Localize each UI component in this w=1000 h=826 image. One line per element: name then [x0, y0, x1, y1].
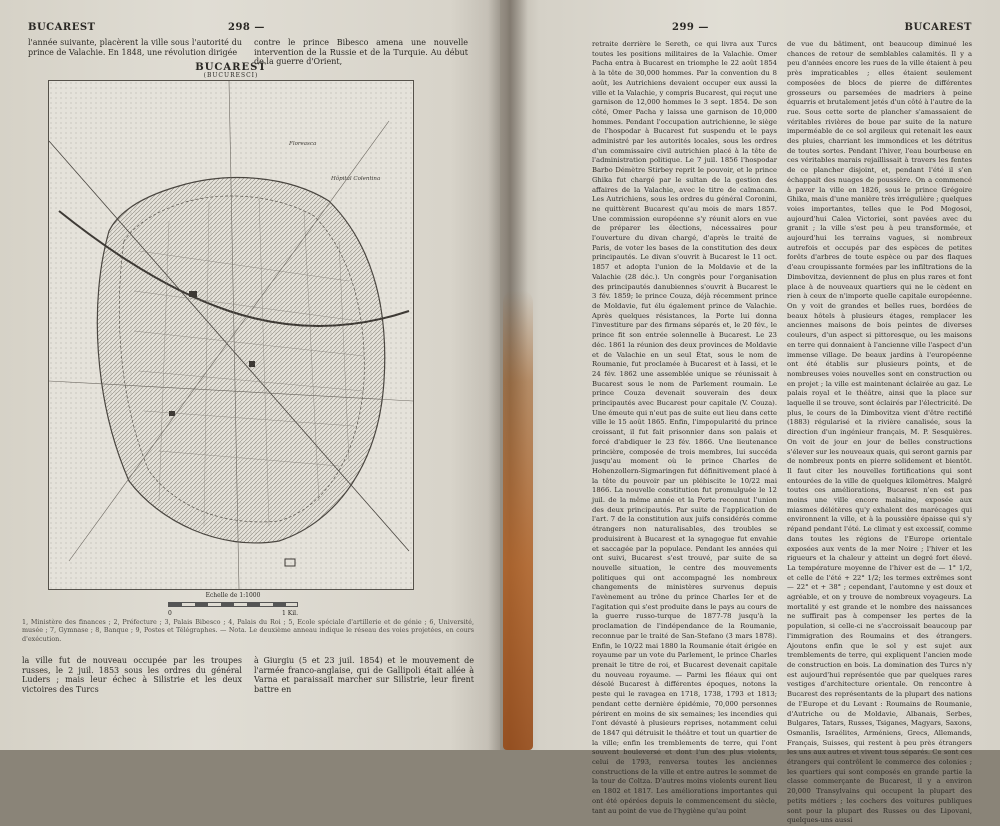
map-frame: [48, 80, 414, 590]
left-top-col-2-text: contre le prince Bibesco amena une nouvelle intervention de la Russie et de la Turquie. Au début de la guerre d'Orient,: [254, 38, 468, 67]
left-top-columns: [28, 38, 468, 67]
left-bottom-col-2-text: à Giurgiu (5 et 23 juil. 1854) et le mouvement de l'armée franco-anglaise, qui de Gallipoli était allée à Varna et paraissait marcher sur Silistrie, leur firent battre en: [254, 656, 474, 694]
landmark-marker: [169, 411, 175, 416]
map-title: BUCAREST: [195, 62, 267, 73]
left-page-number: 298 —: [228, 22, 265, 33]
map-label-colentina: Hôpital Colentina: [331, 176, 381, 182]
left-bottom-columns: [22, 656, 474, 694]
map-scale: [168, 592, 298, 617]
left-running-title: BUCAREST: [28, 22, 96, 33]
scale-tick: 1 Kil.: [282, 610, 298, 617]
map-subtitle: (BUCURESCI): [203, 72, 259, 79]
right-running-title: BUCAREST: [904, 22, 972, 33]
landmark-marker: [249, 361, 255, 367]
scale-label: Echelle de 1:1000: [205, 592, 261, 599]
scale-tick: 0: [168, 610, 172, 617]
right-columns: [592, 40, 973, 825]
map-drawing: [49, 81, 413, 589]
right-page: [500, 0, 1000, 825]
right-col-2: [787, 40, 973, 825]
scale-bar: [168, 602, 298, 607]
scale-ticks: [168, 610, 298, 617]
left-top-col-1-text: l'année suivante, placèrent la ville sous l'autorité du prince de Valachie. En 1848, une révolution dirigée: [28, 38, 242, 57]
map-legend: 1, Ministère des finances ; 2, Préfecture ; 3, Palais Bibesco ; 4, Palais du Roi ; 5, Ecole spéciale d'artillerie et de génie ; 6, Université, musée ; 7, Gymnase ; 8, Banque ; 9, Postes et Télégraphes. — Nota. Le deuxième anneau indique le réseau des voies projetées, en cours d'exécution.: [22, 618, 474, 643]
left-bottom-col-1-text: la ville fut de nouveau occupée par les troupes russes, le 2 juil. 1853 sous les ordres du général Luders ; mais leur échec à Silistrie et les deux victoires des Turcs: [22, 656, 242, 694]
city-map: [48, 62, 414, 617]
left-top-col-1: [28, 38, 242, 60]
left-page: [0, 0, 500, 750]
left-bottom-col-1: [22, 656, 242, 694]
left-top-col-2: [254, 38, 468, 67]
right-col-1: [592, 40, 777, 815]
right-col-2-text: de vue du bâtiment, ont beaucoup diminué les chances de retour de semblables calamités. Il y a peu d'années encore les rues de la ville étaient à peu près impraticables ; elles étaient seulement composées de blocs de pierre de différentes grosseurs ou parsemées de madriers à peine équarris et brutalement jetés d'un côté à l'autre de la rue. Sous cette sorte de plancher s'amassaient de véritables rivières de boue par suite de la nature imperméable de ce sol argileux qui retenait les eaux des pluies, charriant les immondices et les détritus de toutes sortes. Pendant l'hiver, l'eau bourbeuse en ces véritables marais rejaillissait à travers les fentes de ce plancher disjoint, et, pendant l'été il s'en échappait des nuages de poussière. On a commencé à paver la ville en 1826, sous le prince Grégoire Ghika, mais d'une manière très irrégulière ; quelques voies importantes, telles que le Pod Mogosoi, aujourd'hui Calea Victoriei, sont pavées avec du granit ; la ville s'est peu à peu transformée, et aujourd'hui les terrains vagues, si nombreux autrefois et occupés par des espèces de petites forêts d'arbres de toute espèce ou par des flaques d'eau croupissante formées par les infiltrations de la Dimbovitza, deviennent de plus en plus rares et font place à de nouveaux quartiers qui ne le cèdent en rien à ceux de n'importe quelle capitale européenne. On y voit de grandes et belles rues, bordées de beaux hôtels à plusieurs étages, remplacer les anciennes maisons de bois peintes de diverses couleurs, d'un aspect si pittoresque, ou les maisons en terre qui donnaient à l'ancienne ville l'aspect d'un immense village. De beaux jardins à l'européenne ont été établis sur plusieurs points, et de nombreuses voies nouvelles sont en construction ou en projet ; la ville est maintenant éclairée au gaz. Le palais royal et le théâtre, ainsi que la place sur laquelle il se trouve, sont éclairés par l'électricité. De plus, le cours de la Dimbovitza vient d'être rectifié (1883) régularisé et la rivière canalisée, sous la direction d'un ingénieur français, M. P. Sesquières. On voit de jour en jour de belles constructions s'élever sur les nouveaux quais, qui seront garnis par de nombreux ponts en pierre solidement et bientôt. Il faut citer les nouvelles fortifications qui sont entourées de la ville de quelques kilomètres. Malgré toutes ces améliorations, Bucarest n'en est pas moins une ville encore malsaine, exposée aux miasmes délétères qu'y exhalent des marécages qui environnent la ville, et à la poussière épaisse qui s'y répand pendant l'été. Le climat y est excessif, comme dans toutes les régions de l'Europe orientale exposées aux vents de la mer Noire ; l'hiver et les rigueurs et la chaleur y atteint un degré fort élevé. La température moyenne de l'hiver est de — 1° 1/2, et celle de l'été + 22° 1/2; les termes extrêmes sont — 22° et + 38° ; cependant, l'automne y est doux et agréable, et on y trouve de nombreux voyageurs. La mortalité y est grande et le nombre des naissances ne suffirait pas à compenser les pertes de la population, si celle-ci ne s'accroissait beaucoup par l'immigration des Roumains et des étrangers. Ajoutons enfin que le sol y est sujet aux tremblements de terre, qui expliquent l'ancien mode de construction en bois. La domination des Turcs n'y est aujourd'hui représentée que par quelques rares vestiges d'architecture orientale. On rencontre à Bucarest des représentants de la plupart des nations de l'Europe et du Levant : Roumains de Roumanie, d'Autriche ou de Moldavie, Albanais, Serbes, Bulgares, Tatars, Russes, Tsiganes, Magyars, Saxons, Osmanlis, Israélites, Arméniens, Grecs, Allemands, Français, Suisses, qui restent à peu près étrangers les uns aux autres et vivent tous séparés. Ce sont ces étrangers qui contrôlent le commerce des colonies ; les quartiers qui sont composés en grande partie la classe commerçante de Bucarest, il y a environ 20,000 Transylvains qui occupent la plupart des petits métiers ; les cochers des voitures publiques sont pour la plupart des Russes ou des Lipovani, quelques-uns aussi: [787, 40, 973, 825]
right-col-1-text: retraite derrière le Sereth, ce qui livra aux Turcs toutes les positions militaires de la Valachie. Omer Pacha entra à Bucarest en triomphe le 22 août 1854 à la tête de 30,000 hommes. Par la convention du 8 août, les Autrichiens devaient occuper eux aussi la ville et la Valachie, y compris Bucarest, qui reçut une garnison de 12,000 hommes le 3 sept. 1854. De son côté, Omer Pacha y laissa une garnison de 10,000 hommes. Pendant l'occupation autrichienne, le siège de l'hospodar à Bucarest fut suspendu et le pays administré par les autorités locales, sous les ordres d'un commissaire civil autrichien placé à la tête de l'administration politique. Le 7 juil. 1856 l'hospodar Barbo Démètre Stirbey reprit le pouvoir, et le prince Ghika fut chargé par le sultan de la gestion des affaires de la Valachie, avec le titre de caïmacam. Les Autrichiens, sous les ordres du général Coronini, ne quittèrent Bucarest qu'au mois de mars 1857. Une commission européenne s'y réunit alors en vue de préparer les élections, nécessaires pour l'ouverture du divan chargé, d'après le traité de Paris, de voter les bases de la constitution des deux principautés. Le divan s'ouvrit à Bucarest le 11 oct. 1857 et adopta l'union de la Moldavie et de la Valachie (28 déc.). Un congrès pour l'organisation des principautés danubiennes s'ouvrit à Bucarest le 3 fév. 1859; le prince Couza, déjà récemment prince de Moldavie, fut élu également prince de Valachie. Après quelques résistances, la Porte lui donna l'investiture par des firmans séparés et, le 20 fév., le prince fit son entrée solennelle à Bucarest. Le 23 déc. 1861 la réunion des deux provinces de Moldavie et de Valachie en un seul État, sous le nom de Roumanie, fut proclamée à Bucarest et à Iassi, et le 24 fév. 1862 une assemblée unique se réunissait à Bucarest sous le nom de Parlement roumain. Le prince Couza devenait souverain des deux principautés avec Bucarest pour capitale (V. Couza). Une émeute qui n'eut pas de suite eut lieu dans cette ville le 15 août 1865. Enfin, l'impopularité du prince croissant, il fut fait prisonnier dans son palais et forcé d'abdiquer le 23 fév. 1866. Une lieutenance princière, composée de trois membres, lui succéda jusqu'au moment où le prince Charles de Hohenzollern-Sigmaringen fut définitivement placé à la tête du pouvoir par un plébiscite le 10/22 mai 1866. La nouvelle constitution fut promulguée le 12 juil. de la même année et la Porte reconnut l'union des deux principautés. Par suite de l'application de l'art. 7 de la constitution aux juifs considérés comme étrangers non naturalisables, des troubles se produisirent à Bucarest et la synagogue fut envahie et saccagée par la populace. Pendant les années qui ont suivi, Bucarest s'est trouvé, par suite de sa nouvelle situation, le centre des mouvements politiques qui ont accompagné les nombreux changements de ministères survenus depuis l'avènement au trône du prince Charles Ier et de l'agitation qui s'est produite dans le pays au cours de la guerre russo-turque de 1877-78 jusqu'à la proclamation de l'indépendance de la Roumanie, reconnue par le traité de San-Stefano (3 mars 1878). Enfin, le 10/22 mai 1880 la Roumanie était érigée en royaume par un vote du Parlement, le prince Charles prenait le titre de roi, et Bucarest devenait capitale du nouveau royaume. — Parmi les fléaux qui ont désolé Bucarest à différentes époques, notons la peste qui le ravagea en 1718, 1738, 1793 et 1813; pendant cette dernière épidémie, 70,000 personnes périrent en moins de six semaines; les incendies qui l'ont dévasté à plusieurs reprises, notamment celui de 1847 qui détruisit le théâtre et tout un quartier de la ville; enfin les tremblements de terre, qui l'ont souvent bouleversé et dont l'un des plus violents, celui de 1793, renversa toutes les anciennes constructions de la ville et entre autres le sommet de la tour de Coltza. D'autres moins violents eurent lieu en 1802 et 1817. Les améliorations importantes qui ont été opérées depuis le commencement du siècle, tant au point de vue de l'hygiène qu'au point: [592, 40, 777, 815]
landmark-marker: [189, 291, 197, 297]
water-stain: [503, 290, 533, 750]
left-running-head: [28, 22, 468, 33]
right-page-number: 299 —: [672, 22, 709, 33]
left-bottom-col-2: [254, 656, 474, 694]
map-label-floreasca: Floreasca: [289, 141, 317, 147]
